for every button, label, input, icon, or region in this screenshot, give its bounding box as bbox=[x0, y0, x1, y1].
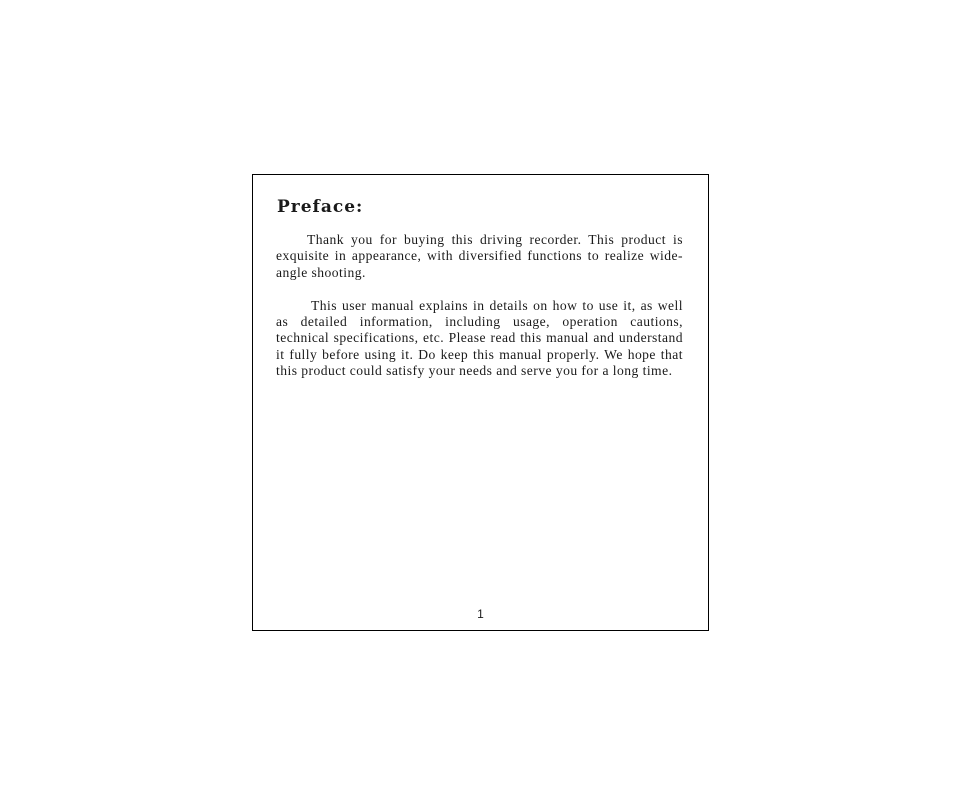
manual-page bbox=[252, 174, 709, 631]
page-number: 1 bbox=[477, 607, 484, 621]
page-title: Preface: bbox=[277, 197, 364, 217]
paragraph-manual-purpose: This user manual explains in details on how to use it, as well as detailed information, including usage, operation cautions, technical specifications, etc. Please read this manual and understand it fully before using it. Do keep this manual properly. We hope that this product could satisfy your needs and serve you for a long time. bbox=[276, 297, 683, 379]
paragraph-intro: Thank you for buying this driving recorder. This product is exquisite in appearance, with diversified functions to realize wide-angle shooting. bbox=[276, 232, 683, 280]
preface-body bbox=[276, 232, 683, 380]
